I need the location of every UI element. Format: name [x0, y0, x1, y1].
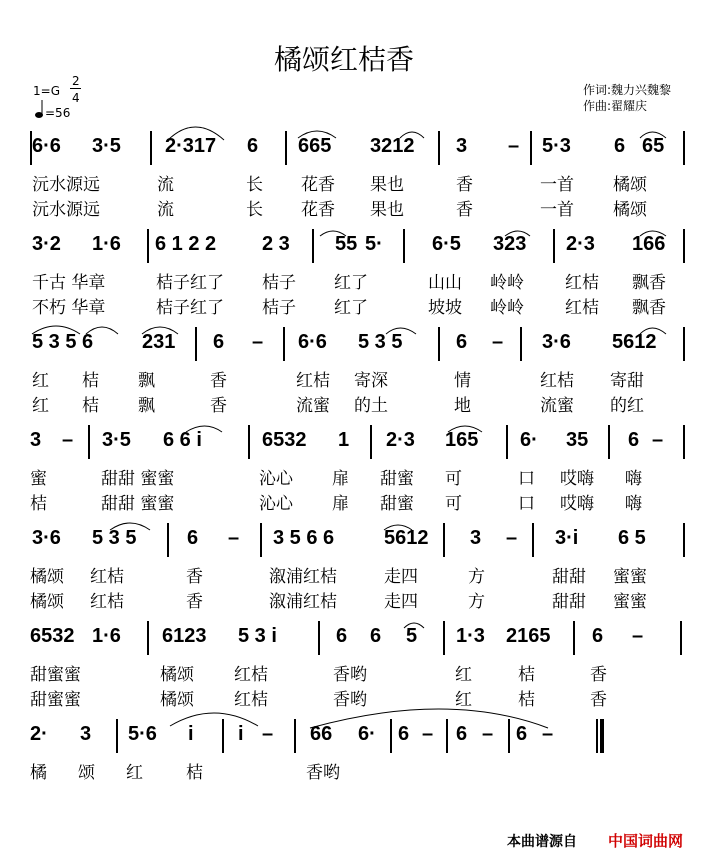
- lyric-text: 坡坡: [428, 298, 462, 318]
- note-group: 6: [336, 625, 348, 647]
- lyric-text: 桔: [518, 690, 535, 710]
- lyric-text: 红桔: [90, 567, 124, 587]
- note-group: 3·5: [92, 135, 121, 157]
- note-group: 5612: [612, 331, 657, 353]
- lyric-text: 的红: [610, 396, 644, 416]
- lyric-text: 红桔: [565, 298, 599, 318]
- note-group: 66: [310, 723, 333, 745]
- note-group: 6·: [520, 429, 538, 451]
- time-numerator: 2: [72, 74, 80, 88]
- lyric-text: 岭岭: [490, 298, 524, 318]
- note-group: 3: [456, 135, 468, 157]
- lyric-text: 橘颂: [613, 175, 647, 195]
- lyric-text: 甜蜜: [380, 469, 414, 489]
- lyric-text: 流蜜: [296, 396, 330, 416]
- lyric-text: 香: [210, 396, 227, 416]
- note-group: –: [422, 723, 434, 745]
- lyric-text: 香哟: [306, 763, 340, 783]
- lyric-text: 方: [468, 567, 485, 587]
- note-group: 6: [592, 625, 604, 647]
- lyric-text: 橘颂: [160, 665, 194, 685]
- note-group: 5·6: [128, 723, 157, 745]
- lyric-text: 走四: [384, 592, 418, 612]
- lyricist-credit: 作词:魏力兴魏黎: [583, 83, 672, 97]
- lyric-text: 甜甜: [552, 567, 586, 587]
- lyric-text: 沁心: [259, 469, 293, 489]
- note-group: 6: [456, 723, 468, 745]
- lyric-text: 飘: [138, 396, 155, 416]
- note-group: 6·6: [32, 135, 61, 157]
- lyric-text: 一首: [540, 200, 574, 220]
- lyric-text: 橘颂: [30, 567, 64, 587]
- lyric-text: 红了: [334, 273, 368, 293]
- note-group: 3·6: [542, 331, 571, 353]
- lyric-text: 红桔: [540, 371, 574, 391]
- note-group: 2 3: [262, 233, 290, 255]
- note-group: 6: [614, 135, 626, 157]
- lyric-text: 沅水源远: [32, 200, 100, 220]
- lyric-text: 流蜜: [540, 396, 574, 416]
- lyric-text: 红: [126, 763, 143, 783]
- lyric-text: 甜甜: [552, 592, 586, 612]
- note-group: 6532: [262, 429, 307, 451]
- note-group: –: [228, 527, 240, 549]
- note-group: 5 3 5: [358, 331, 403, 353]
- lyric-text: 哎嗨: [560, 494, 594, 514]
- lyric-text: 口: [518, 469, 535, 489]
- lyric-text: 香: [186, 592, 203, 612]
- note-group: 2·317: [165, 135, 217, 157]
- note-group: 3212: [370, 135, 415, 157]
- lyric-text: 橘颂: [160, 690, 194, 710]
- note-group: 2·: [30, 723, 48, 745]
- lyric-text: 桔子: [262, 298, 296, 318]
- note-group: 3 5 6 6: [273, 527, 335, 549]
- lyric-text: 扉: [332, 469, 349, 489]
- lyric-text: 嗨: [625, 469, 642, 489]
- lyric-text: 橘: [30, 763, 47, 783]
- lyric-text: 地: [454, 396, 471, 416]
- lyric-text: 香哟: [333, 690, 367, 710]
- note-group: 35: [566, 429, 589, 451]
- lyric-text: 沁心: [259, 494, 293, 514]
- note-group: 6123: [162, 625, 207, 647]
- lyric-text: 桔子红了: [156, 273, 224, 293]
- note-group: –: [492, 331, 504, 353]
- lyric-text: 流: [157, 200, 174, 220]
- lyric-text: 飘香: [632, 298, 666, 318]
- lyric-text: 方: [468, 592, 485, 612]
- note-group: 3·i: [555, 527, 579, 549]
- note-group: 1·6: [92, 233, 121, 255]
- lyric-text: 桔: [82, 371, 99, 391]
- lyric-text: 飘: [138, 371, 155, 391]
- note-group: 6: [516, 723, 528, 745]
- note-group: –: [252, 331, 264, 353]
- note-group: 1·3: [456, 625, 485, 647]
- note-group: 6: [187, 527, 199, 549]
- lyric-text: 长: [246, 200, 263, 220]
- note-group: i: [238, 723, 244, 745]
- lyric-text: 红桔: [90, 592, 124, 612]
- lyric-text: 流: [157, 175, 174, 195]
- lyric-text: 颂: [78, 763, 95, 783]
- lyric-text: 哎嗨: [560, 469, 594, 489]
- note-group: 6: [370, 625, 382, 647]
- footer-source-label: 本曲谱源自: [507, 834, 577, 850]
- lyric-text: 甜蜜蜜: [30, 665, 81, 685]
- lyric-text: 岭岭: [490, 273, 524, 293]
- note-group: 5 3 i: [238, 625, 277, 647]
- lyric-text: 寄甜: [610, 371, 644, 391]
- lyric-text: 蜜蜜: [613, 592, 647, 612]
- note-group: 6·6: [298, 331, 327, 353]
- lyric-text: 不朽 华章: [32, 298, 106, 318]
- lyric-text: 红: [455, 690, 472, 710]
- lyric-text: 香: [210, 371, 227, 391]
- tempo-mark: =56: [45, 106, 71, 120]
- lyric-text: 飘香: [632, 273, 666, 293]
- note-group: 3·2: [32, 233, 61, 255]
- lyric-text: 可: [445, 469, 462, 489]
- lyric-text: 红: [32, 371, 49, 391]
- lyric-text: 甜甜 蜜蜜: [101, 494, 175, 514]
- lyric-text: 蜜: [30, 469, 47, 489]
- note-group: 5 3 5 6: [32, 331, 94, 353]
- lyric-text: 红: [32, 396, 49, 416]
- note-group: 1: [338, 429, 350, 451]
- lyric-text: 橘颂: [613, 200, 647, 220]
- note-group: 3: [80, 723, 92, 745]
- lyric-text: 红桔: [234, 690, 268, 710]
- lyric-text: 桔子: [262, 273, 296, 293]
- lyric-text: 桔: [518, 665, 535, 685]
- lyric-text: 果也: [370, 200, 404, 220]
- lyric-text: 走四: [384, 567, 418, 587]
- note-group: –: [652, 429, 664, 451]
- lyric-text: 沅水源远: [32, 175, 100, 195]
- note-group: –: [508, 135, 520, 157]
- lyric-text: 甜蜜蜜: [30, 690, 81, 710]
- song-title: 橘颂红桔香: [274, 43, 415, 76]
- lyric-text: 桔: [82, 396, 99, 416]
- note-group: –: [632, 625, 644, 647]
- note-group: 3: [470, 527, 482, 549]
- note-group: 6 5: [618, 527, 646, 549]
- note-group: 2·3: [386, 429, 415, 451]
- note-group: 2165: [506, 625, 551, 647]
- footer-site-link[interactable]: 中国词曲网: [608, 832, 684, 850]
- note-group: 2·3: [566, 233, 595, 255]
- lyric-text: 甜蜜: [380, 494, 414, 514]
- lyric-text: 红桔: [565, 273, 599, 293]
- note-group: 231: [142, 331, 176, 353]
- lyric-text: 红桔: [234, 665, 268, 685]
- note-group: 6532: [30, 625, 75, 647]
- note-group: 6: [213, 331, 225, 353]
- note-group: –: [262, 723, 274, 745]
- lyric-text: 红: [455, 665, 472, 685]
- lyric-text: 扉: [332, 494, 349, 514]
- lyric-text: 溆浦红桔: [269, 567, 337, 587]
- lyric-text: 寄深: [354, 371, 388, 391]
- note-group: i: [188, 723, 194, 745]
- note-group: 3·5: [102, 429, 131, 451]
- lyric-text: 香哟: [333, 665, 367, 685]
- lyric-text: 长: [246, 175, 263, 195]
- lyric-text: 果也: [370, 175, 404, 195]
- note-group: –: [62, 429, 74, 451]
- note-group: 5612: [384, 527, 429, 549]
- lyric-text: 千古 华章: [32, 273, 106, 293]
- time-denominator: 4: [72, 91, 80, 105]
- lyric-text: 可: [445, 494, 462, 514]
- lyric-text: 香: [590, 665, 607, 685]
- note-group: –: [506, 527, 518, 549]
- lyric-text: 桔子红了: [156, 298, 224, 318]
- note-group: 6 6 i: [163, 429, 202, 451]
- lyric-text: 口: [518, 494, 535, 514]
- note-group: 3: [30, 429, 42, 451]
- lyric-text: 香: [456, 200, 473, 220]
- lyric-text: 桔: [186, 763, 203, 783]
- lyric-text: 溆浦红桔: [269, 592, 337, 612]
- note-group: 6: [628, 429, 640, 451]
- note-group: 55: [335, 233, 358, 255]
- lyric-text: 甜甜 蜜蜜: [101, 469, 175, 489]
- note-group: 5·: [365, 233, 383, 255]
- note-group: 165: [445, 429, 479, 451]
- key-signature: 1=G: [33, 84, 60, 98]
- lyric-text: 蜜蜜: [613, 567, 647, 587]
- composer-credit: 作曲:翟耀庆: [583, 99, 648, 113]
- note-group: 6: [456, 331, 468, 353]
- note-group: 5 3 5: [92, 527, 137, 549]
- note-group: 6: [398, 723, 410, 745]
- lyric-text: 花香: [301, 175, 335, 195]
- lyric-text: 香: [590, 690, 607, 710]
- note-group: 3·6: [32, 527, 61, 549]
- lyric-text: 红桔: [296, 371, 330, 391]
- note-group: 5·3: [542, 135, 571, 157]
- note-group: –: [482, 723, 494, 745]
- note-group: 6 1 2 2: [155, 233, 217, 255]
- note-group: –: [542, 723, 554, 745]
- lyric-text: 嗨: [625, 494, 642, 514]
- note-group: 5: [406, 625, 418, 647]
- lyric-text: 一首: [540, 175, 574, 195]
- note-group: 665: [298, 135, 332, 157]
- lyric-text: 山山: [428, 273, 462, 293]
- lyric-text: 香: [186, 567, 203, 587]
- lyric-text: 花香: [301, 200, 335, 220]
- lyric-text: 桔: [30, 494, 47, 514]
- lyric-text: 情: [454, 371, 471, 391]
- note-group: 6: [247, 135, 259, 157]
- lyric-text: 的土: [354, 396, 388, 416]
- note-group: 1·6: [92, 625, 121, 647]
- lyric-text: 红了: [334, 298, 368, 318]
- note-group: 166: [632, 233, 666, 255]
- note-group: 6·: [358, 723, 376, 745]
- note-group: 6·5: [432, 233, 461, 255]
- lyric-text: 香: [456, 175, 473, 195]
- lyric-text: 橘颂: [30, 592, 64, 612]
- note-group: 323: [493, 233, 527, 255]
- note-group: 65: [642, 135, 665, 157]
